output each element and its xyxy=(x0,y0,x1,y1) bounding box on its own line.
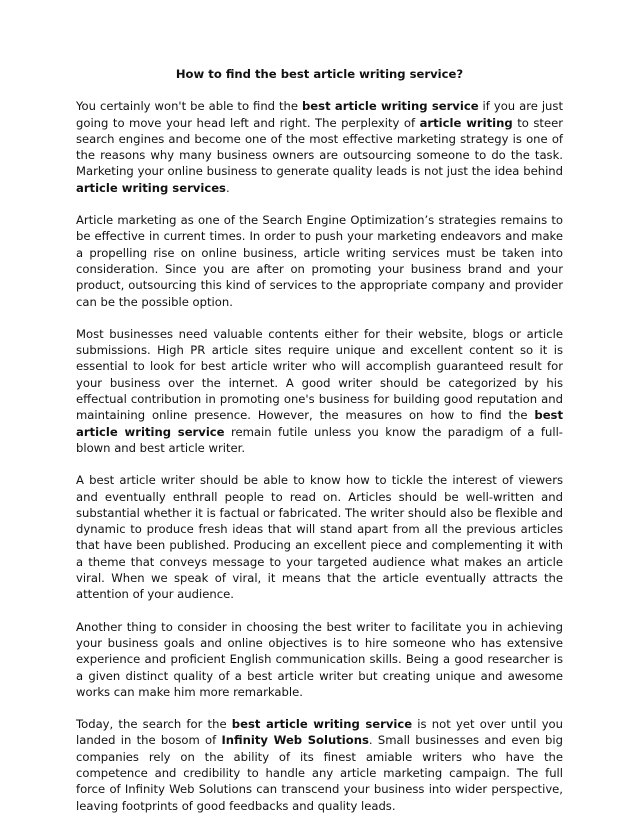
text-run: Most businesses need valuable contents either for their website, blogs or article submissions. High PR article sites require unique and excellent content so it is essential to look for best article writer who will accomplish guaranteed result for your business over the internet. A good writer should be categorized by his effectual contribution in promoting one's business for building good reputation and maintaining online presence. However, the measures on how to find the xyxy=(76,326,563,423)
text-run: A best article writer should be able to know how to tickle the interest of viewers and eventually enthrall people to read on. Articles should be well-written and substantial whether it is factual or fabricated. The writer should also be flexible and dynamic to produce fresh ideas that will stand apart from all the previous articles that have been published. Producing an excellent piece and complementing it with a theme that conveys message to your targeted audience what makes an article viral. When we speak of viral, it means that the article eventually attracts the attention of your audience. xyxy=(76,473,563,602)
text-run: Article marketing as one of the Search Engine Optimization’s strategies remains to be effective in current times. In order to push your marketing endeavors and make a propelling rise on online business, article writing services must be taken into consideration. Since you are after on promoting your business brand and your product, outsourcing this kind of services to the appropriate company and provider can be the possible option. xyxy=(76,213,563,309)
text-run: is not yet over until you landed in the bosom of xyxy=(76,717,564,748)
text-run: You certainly won't be able to find the xyxy=(76,99,302,114)
text-run: . Small businesses and even big companies rely on the ability of its finest amiable writers who have the competence and credibility to handle any article marketing campaign. The full force of Infinity Web Solutions can transcend your business into wider perspective, leaving footprints of good feedbacks and quality leads. xyxy=(76,733,563,813)
text-run: Today, the search for the xyxy=(76,717,232,732)
bold-keyword: article writing services xyxy=(76,180,226,195)
bold-keyword: Infinity Web Solutions xyxy=(221,733,369,748)
bold-keyword: best article writing service xyxy=(302,99,479,114)
bold-keyword: best article writing service xyxy=(231,717,413,732)
document-body xyxy=(76,98,563,814)
paragraph-6 xyxy=(76,716,563,814)
paragraph-2 xyxy=(76,212,563,310)
text-run: . xyxy=(225,180,230,195)
paragraph-5 xyxy=(76,619,563,700)
paragraph-4 xyxy=(76,472,563,602)
text-run: Another thing to consider in choosing the best writer to facilitate you in achieving your business goals and online objectives is to hire someone who has extensive experience and proficient English communication skills. Being a good researcher is a given distinct quality of a best article writer but creating unique and awesome works can make him more remarkable. xyxy=(76,619,563,699)
text-run: remain futile unless you know the paradigm of a full-blown and best article writer. xyxy=(76,424,563,455)
bold-keyword: best article writing service xyxy=(76,408,563,439)
text-run: if you are just going to move your head left and right. The perplexity of xyxy=(76,99,563,130)
bold-keyword: article writing xyxy=(419,115,513,130)
paragraph-1 xyxy=(76,98,563,196)
document-title: How to find the best article writing service? xyxy=(175,67,464,81)
text-run: to steer search engines and become one of the most effective marketing strategy is one of the reasons why many business owners are outsourcing someone to do the task. Marketing your online business to generate quality leads is not just the idea behind xyxy=(76,115,563,179)
paragraph-3 xyxy=(76,326,563,456)
document-page xyxy=(76,66,563,830)
